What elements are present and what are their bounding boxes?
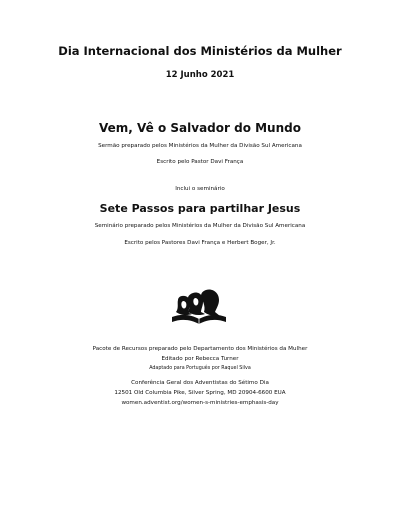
footer-edited-by: Editado por Rebecca Turner	[161, 356, 239, 362]
footer-adapted-by: Adaptado para Português por Raquel Silva	[149, 366, 251, 371]
footer-organization: Conferência Geral dos Adventistas do Sétimo Dia	[131, 380, 269, 386]
event-date: 12 Junho 2021	[165, 70, 235, 80]
document-title: Dia Internacional dos Ministérios da Mulher	[58, 44, 342, 58]
sermon-written-by: Escrito pelo Pastor Davi França	[156, 159, 244, 165]
sermon-prepared-by: Sermão preparado pelos Ministérios da Mulher da Divisão Sul Americana	[98, 143, 302, 149]
seminar-written-by: Escrito pelos Pastores Davi França e Herbert Boger, Jr.	[124, 240, 276, 246]
includes-note: Inclui o seminário	[175, 186, 225, 192]
footer-address: 12501 Old Columbia Pike, Silver Spring, MD 20904-6600 EUA	[114, 390, 286, 396]
womens-ministries-logo-icon	[168, 284, 230, 328]
sermon-title: Vem, Vê o Salvador do Mundo	[99, 121, 301, 135]
seminar-prepared-by: Seminário preparado pelos Ministérios da Mulher da Divisão Sul Americana	[94, 223, 306, 229]
footer-website[interactable]: women.adventist.org/women-s-ministries-emphasis-day	[121, 400, 279, 406]
seminar-title: Sete Passos para partilhar Jesus	[99, 202, 301, 215]
footer-packet: Pacote de Recursos preparado pelo Departamento dos Ministérios da Mulher	[92, 346, 308, 352]
